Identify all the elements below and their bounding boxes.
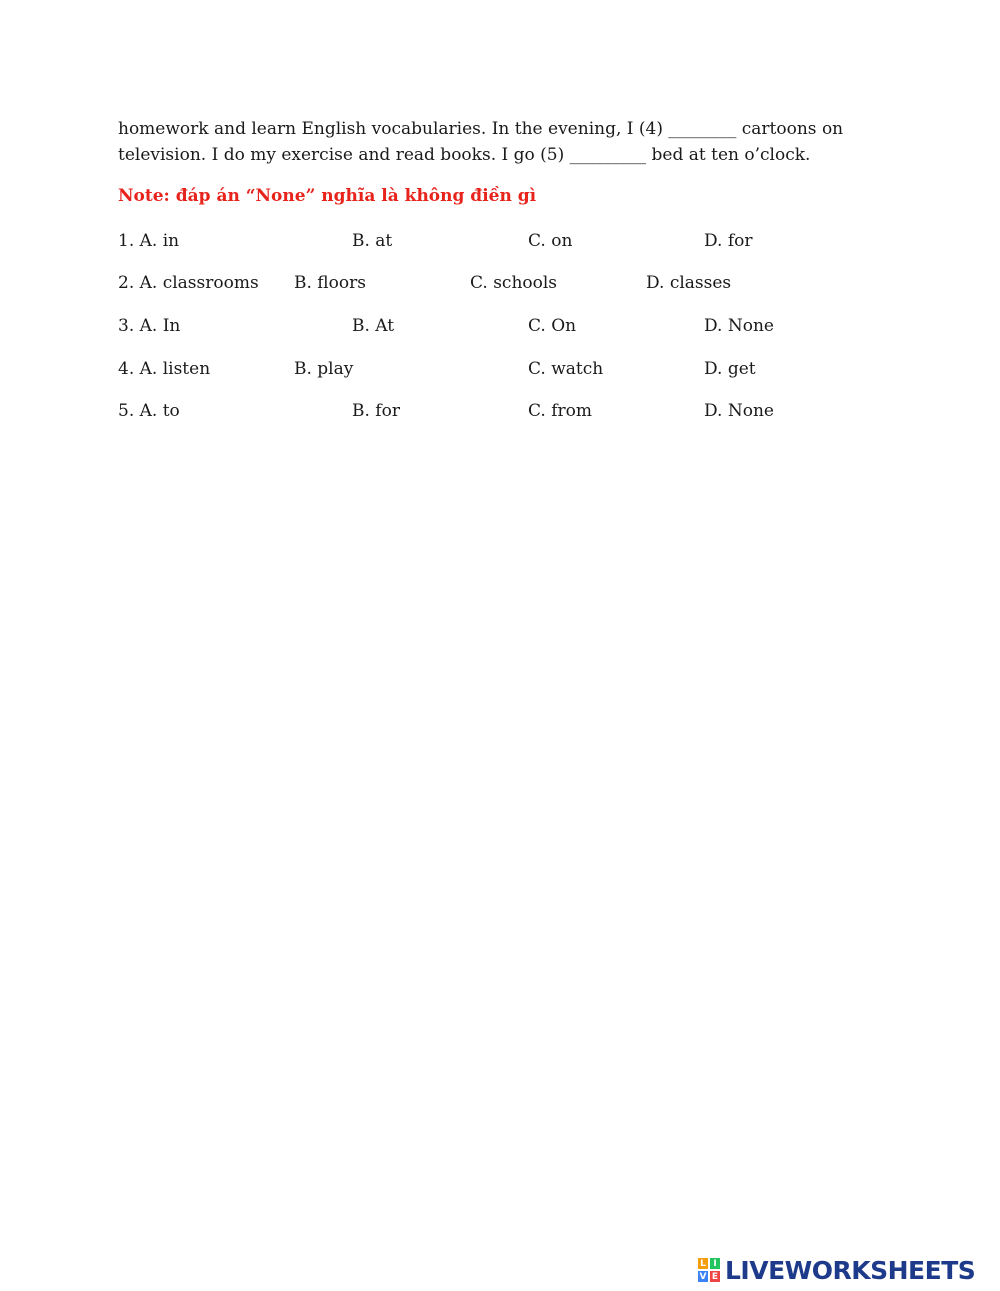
option-a: 5. A. to bbox=[118, 401, 180, 421]
option-a: 2. A. classrooms bbox=[118, 273, 259, 293]
option-c: C. watch bbox=[528, 359, 604, 379]
option-c: C. schools bbox=[470, 273, 558, 293]
option-a: 3. A. In bbox=[118, 316, 181, 336]
option-a: 1. A. in bbox=[118, 231, 180, 251]
option-b: B. At bbox=[352, 316, 395, 336]
logo-icon-cell: L bbox=[697, 1257, 709, 1270]
question-2 bbox=[118, 270, 878, 296]
logo-icon bbox=[697, 1257, 721, 1283]
option-b: B. for bbox=[352, 401, 400, 421]
question-5 bbox=[118, 398, 878, 424]
logo-icon-cell: I bbox=[709, 1257, 721, 1270]
option-b: B. at bbox=[352, 231, 393, 251]
logo-text: LIVEWORKSHEETS bbox=[725, 1255, 976, 1285]
passage-line: television. I do my exercise and read books. I go (5) _________ bed at ten o’clock. bbox=[118, 145, 811, 165]
option-d: D. classes bbox=[646, 273, 732, 293]
option-d: D. for bbox=[704, 231, 753, 251]
passage-line: homework and learn English vocabularies. In the evening, I (4) ________ cartoons on bbox=[118, 119, 844, 139]
option-d: D. None bbox=[704, 316, 774, 336]
option-b: B. play bbox=[294, 359, 354, 379]
note-text: Note: đáp án “None” nghĩa là không điền gì bbox=[118, 186, 537, 206]
question-4 bbox=[118, 356, 878, 382]
option-c: C. On bbox=[528, 316, 577, 336]
option-b: B. floors bbox=[294, 273, 366, 293]
question-1 bbox=[118, 228, 878, 254]
option-d: D. None bbox=[704, 401, 774, 421]
option-c: C. from bbox=[528, 401, 592, 421]
option-a: 4. A. listen bbox=[118, 359, 211, 379]
question-3 bbox=[118, 313, 878, 339]
option-d: D. get bbox=[704, 359, 756, 379]
logo-icon-cell: E bbox=[709, 1270, 721, 1283]
liveworksheets-logo bbox=[697, 1255, 975, 1285]
logo-icon-cell: V bbox=[697, 1270, 709, 1283]
reading-passage bbox=[118, 116, 878, 168]
option-c: C. on bbox=[528, 231, 573, 251]
